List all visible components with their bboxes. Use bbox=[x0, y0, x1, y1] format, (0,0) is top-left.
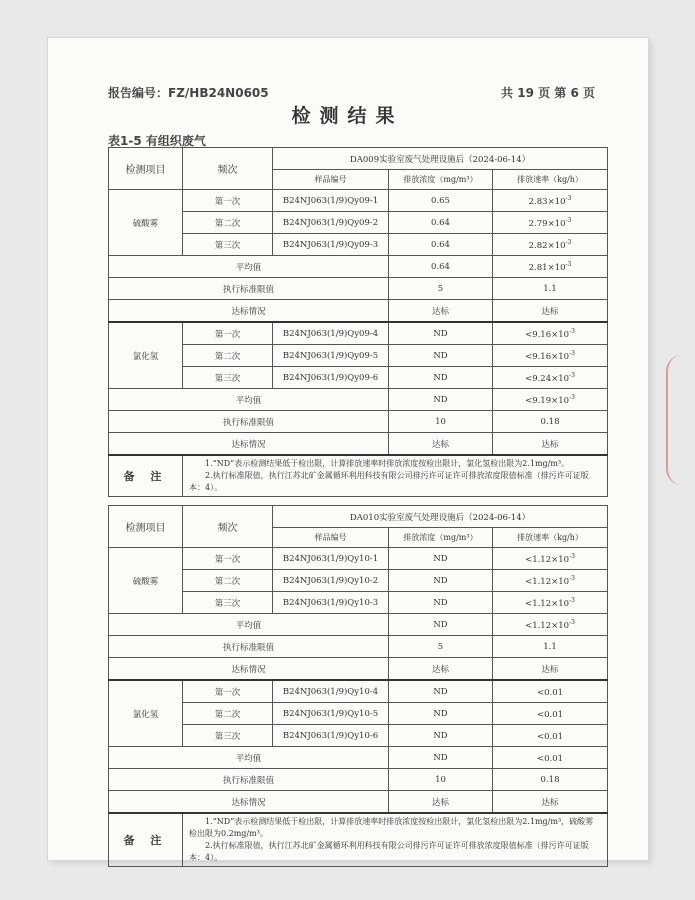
status-conc: 达标 bbox=[389, 658, 493, 681]
status-rate: 达标 bbox=[493, 300, 608, 323]
table-row bbox=[109, 345, 608, 367]
rate-value: <9.24×10 bbox=[525, 373, 570, 384]
limit-label: 执行标准限值 bbox=[109, 411, 389, 433]
status-row bbox=[109, 791, 608, 814]
status-conc: 达标 bbox=[389, 791, 493, 814]
limit-row bbox=[109, 411, 608, 433]
remarks-label: 备 注 bbox=[109, 813, 183, 867]
avg-label: 平均值 bbox=[109, 614, 389, 636]
sample-cell: B24NJ063(1/9)Qy10-1 bbox=[273, 548, 389, 570]
avg-rate-value: <0.01 bbox=[536, 753, 564, 764]
freq-cell: 第一次 bbox=[183, 322, 273, 345]
avg-label: 平均值 bbox=[109, 747, 389, 769]
remark-line-2: 2.执行标准限值，执行江苏北矿金属循环利用科技有限公司排污许可证许可排放浓度限值标准（排污许可证版本：4）。 bbox=[189, 471, 589, 492]
sample-cell: B24NJ063(1/9)Qy09-2 bbox=[273, 212, 389, 234]
limit-conc: 10 bbox=[389, 769, 493, 791]
avg-row bbox=[109, 256, 608, 278]
rate-exponent: -3 bbox=[565, 216, 572, 224]
results-table-da010 bbox=[108, 505, 608, 867]
sample-cell: B24NJ063(1/9)Qy10-3 bbox=[273, 592, 389, 614]
rate-cell bbox=[493, 548, 608, 570]
avg-rate bbox=[493, 614, 608, 636]
status-rate: 达标 bbox=[493, 658, 608, 681]
avg-row bbox=[109, 389, 608, 411]
remarks-text bbox=[183, 813, 608, 867]
avg-rate-value: <1.12×10 bbox=[525, 620, 570, 631]
avg-rate-exponent: -3 bbox=[569, 618, 575, 626]
rate-exponent: -3 bbox=[569, 327, 575, 335]
limit-label: 执行标准限值 bbox=[109, 769, 389, 791]
freq-cell: 第三次 bbox=[183, 367, 273, 389]
limit-row bbox=[109, 278, 608, 300]
rate-cell bbox=[493, 190, 608, 212]
sample-cell: B24NJ063(1/9)Qy09-1 bbox=[273, 190, 389, 212]
avg-label: 平均值 bbox=[109, 256, 389, 278]
freq-cell: 第二次 bbox=[183, 703, 273, 725]
status-label: 达标情况 bbox=[109, 433, 389, 456]
limit-label: 执行标准限值 bbox=[109, 278, 389, 300]
status-label: 达标情况 bbox=[109, 791, 389, 814]
limit-rate: 1.1 bbox=[493, 278, 608, 300]
status-rate: 达标 bbox=[493, 433, 608, 456]
limit-row bbox=[109, 769, 608, 791]
freq-cell: 第二次 bbox=[183, 570, 273, 592]
avg-conc: ND bbox=[389, 747, 493, 769]
status-label: 达标情况 bbox=[109, 658, 389, 681]
header-freq: 频次 bbox=[183, 148, 273, 190]
header-sample-no: 样品编号 bbox=[273, 528, 389, 548]
rate-cell bbox=[493, 725, 608, 747]
rate-exponent: -3 bbox=[569, 574, 575, 582]
avg-rate-exponent: -3 bbox=[565, 260, 572, 268]
rate-cell bbox=[493, 234, 608, 256]
freq-cell: 第一次 bbox=[183, 548, 273, 570]
table-row bbox=[109, 367, 608, 389]
rate-exponent: -3 bbox=[565, 238, 572, 246]
freq-cell: 第一次 bbox=[183, 680, 273, 703]
freq-cell: 第三次 bbox=[183, 234, 273, 256]
sample-cell: B24NJ063(1/9)Qy10-5 bbox=[273, 703, 389, 725]
rate-value: <0.01 bbox=[536, 709, 564, 720]
status-conc: 达标 bbox=[389, 300, 493, 323]
status-row bbox=[109, 433, 608, 456]
sample-cell: B24NJ063(1/9)Qy09-3 bbox=[273, 234, 389, 256]
rate-cell bbox=[493, 570, 608, 592]
header-conc: 排放浓度（mg/m³） bbox=[389, 170, 493, 190]
conc-cell: ND bbox=[389, 680, 493, 703]
rate-exponent: -3 bbox=[569, 349, 575, 357]
status-label: 达标情况 bbox=[109, 300, 389, 323]
report-number: 报告编号：FZ/HB24N0605 bbox=[108, 86, 269, 100]
rate-cell bbox=[493, 703, 608, 725]
conc-cell: 0.64 bbox=[389, 212, 493, 234]
conc-cell: ND bbox=[389, 725, 493, 747]
rate-cell bbox=[493, 680, 608, 703]
avg-rate-value: 2.81×10 bbox=[528, 262, 566, 273]
avg-rate-exponent: -3 bbox=[569, 393, 575, 401]
item-name: 硫酸雾 bbox=[109, 190, 183, 256]
table-row bbox=[109, 190, 608, 212]
limit-rate: 1.1 bbox=[493, 636, 608, 658]
remark-line-1: 1.“ND”表示检测结果低于检出限，计算排放速率时排放浓度按检出限计，氯化氢检出限为2.1mg/m³。 bbox=[205, 459, 570, 468]
header-sample-no: 样品编号 bbox=[273, 170, 389, 190]
sample-cell: B24NJ063(1/9)Qy10-6 bbox=[273, 725, 389, 747]
rate-value: <1.12×10 bbox=[525, 554, 570, 565]
remarks-label: 备 注 bbox=[109, 455, 183, 497]
avg-label: 平均值 bbox=[109, 389, 389, 411]
table-row bbox=[109, 234, 608, 256]
item-name: 硫酸雾 bbox=[109, 548, 183, 614]
table-row bbox=[109, 703, 608, 725]
table-row bbox=[109, 725, 608, 747]
status-rate: 达标 bbox=[493, 791, 608, 814]
rate-exponent: -3 bbox=[569, 552, 575, 560]
header-freq: 频次 bbox=[183, 506, 273, 548]
avg-conc: ND bbox=[389, 389, 493, 411]
limit-rate: 0.18 bbox=[493, 769, 608, 791]
conc-cell: ND bbox=[389, 322, 493, 345]
sample-cell: B24NJ063(1/9)Qy10-4 bbox=[273, 680, 389, 703]
rate-cell bbox=[493, 367, 608, 389]
avg-rate bbox=[493, 389, 608, 411]
table-row bbox=[109, 592, 608, 614]
table-row bbox=[109, 322, 608, 345]
limit-label: 执行标准限值 bbox=[109, 636, 389, 658]
remarks-row bbox=[109, 813, 608, 867]
results-table-da009 bbox=[108, 147, 608, 497]
remark-line-2: 2.执行标准限值，执行江苏北矿金属循环利用科技有限公司排污许可证许可排放浓度限值标准（排污许可证版本：4）。 bbox=[189, 841, 589, 862]
rate-value: 2.82×10 bbox=[528, 240, 566, 251]
rate-value: <1.12×10 bbox=[525, 576, 570, 587]
header-item: 检测项目 bbox=[109, 506, 183, 548]
conc-cell: ND bbox=[389, 592, 493, 614]
avg-rate-value: <9.19×10 bbox=[525, 395, 570, 406]
header-rate: 排放速率（kg/h） bbox=[493, 528, 608, 548]
page-counter: 共 19 页 第 6 页 bbox=[501, 86, 595, 100]
rate-exponent: -3 bbox=[569, 371, 575, 379]
avg-rate bbox=[493, 747, 608, 769]
rate-cell bbox=[493, 592, 608, 614]
freq-cell: 第二次 bbox=[183, 345, 273, 367]
facility-title: DA009实验室废气处理设施后（2024-06-14） bbox=[273, 148, 608, 170]
limit-conc: 5 bbox=[389, 636, 493, 658]
rate-cell bbox=[493, 212, 608, 234]
table-row bbox=[109, 570, 608, 592]
conc-cell: ND bbox=[389, 367, 493, 389]
avg-conc: 0.64 bbox=[389, 256, 493, 278]
status-conc: 达标 bbox=[389, 433, 493, 456]
rate-value: <9.16×10 bbox=[525, 329, 570, 340]
rate-cell bbox=[493, 345, 608, 367]
rate-exponent: -3 bbox=[565, 194, 572, 202]
rate-value: 2.79×10 bbox=[528, 218, 566, 229]
remarks-row bbox=[109, 455, 608, 497]
freq-cell: 第一次 bbox=[183, 190, 273, 212]
table-row bbox=[109, 548, 608, 570]
table-caption: 表1-5 有组织废气 bbox=[108, 134, 206, 148]
page-title: 检测结果 bbox=[291, 105, 404, 127]
conc-cell: ND bbox=[389, 703, 493, 725]
conc-cell: 0.64 bbox=[389, 234, 493, 256]
table-row bbox=[109, 680, 608, 703]
item-name: 氯化氢 bbox=[109, 322, 183, 389]
avg-conc: ND bbox=[389, 614, 493, 636]
conc-cell: 0.65 bbox=[389, 190, 493, 212]
rate-value: 2.83×10 bbox=[528, 196, 566, 207]
rate-value: <0.01 bbox=[536, 687, 564, 698]
rate-exponent: -3 bbox=[569, 596, 575, 604]
conc-cell: ND bbox=[389, 548, 493, 570]
rate-value: <1.12×10 bbox=[525, 598, 570, 609]
header-item: 检测项目 bbox=[109, 148, 183, 190]
avg-rate bbox=[493, 256, 608, 278]
freq-cell: 第二次 bbox=[183, 212, 273, 234]
facility-title: DA010实验室废气处理设施后（2024-06-14） bbox=[273, 506, 608, 528]
status-row bbox=[109, 658, 608, 681]
rate-value: <0.01 bbox=[536, 731, 564, 742]
conc-cell: ND bbox=[389, 345, 493, 367]
sample-cell: B24NJ063(1/9)Qy09-4 bbox=[273, 322, 389, 345]
limit-row bbox=[109, 636, 608, 658]
status-row bbox=[109, 300, 608, 323]
freq-cell: 第三次 bbox=[183, 592, 273, 614]
header-conc: 排放浓度（mg/m³） bbox=[389, 528, 493, 548]
avg-row bbox=[109, 614, 608, 636]
item-name: 氯化氢 bbox=[109, 680, 183, 747]
limit-rate: 0.18 bbox=[493, 411, 608, 433]
sample-cell: B24NJ063(1/9)Qy09-6 bbox=[273, 367, 389, 389]
sample-cell: B24NJ063(1/9)Qy09-5 bbox=[273, 345, 389, 367]
rate-value: <9.16×10 bbox=[525, 351, 570, 362]
table-row bbox=[109, 212, 608, 234]
avg-row bbox=[109, 747, 608, 769]
header-rate: 排放速率（kg/h） bbox=[493, 170, 608, 190]
remark-line-1: 1.“ND”表示检测结果低于检出限，计算排放速率时排放浓度按检出限计，氯化氢检出限为2.1mg/m³，硫酸雾检出限为0.2mg/m³。 bbox=[189, 817, 594, 838]
freq-cell: 第三次 bbox=[183, 725, 273, 747]
remarks-text bbox=[183, 455, 608, 497]
limit-conc: 5 bbox=[389, 278, 493, 300]
red-stamp-edge bbox=[666, 355, 682, 485]
limit-conc: 10 bbox=[389, 411, 493, 433]
sample-cell: B24NJ063(1/9)Qy10-2 bbox=[273, 570, 389, 592]
rate-cell bbox=[493, 322, 608, 345]
conc-cell: ND bbox=[389, 570, 493, 592]
